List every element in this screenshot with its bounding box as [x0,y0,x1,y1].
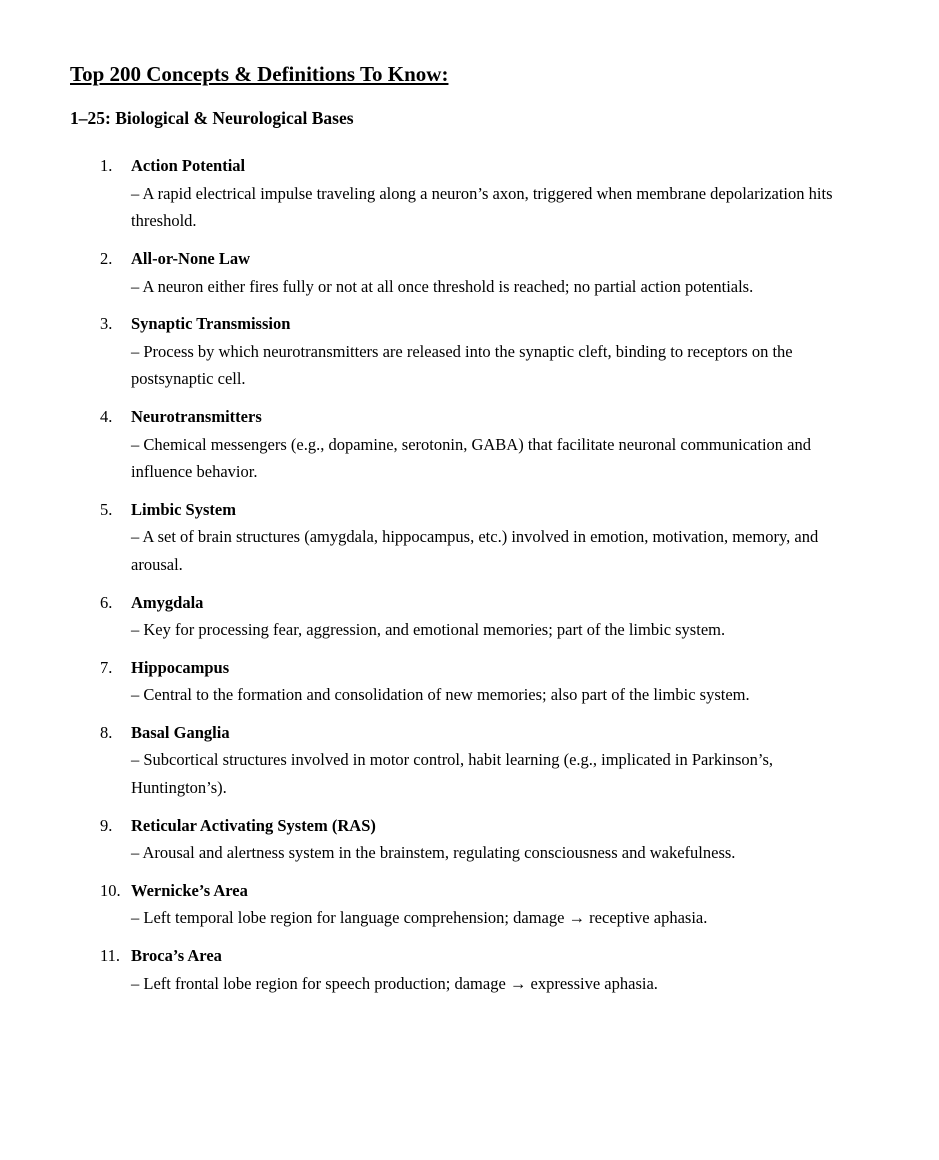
list-item [70,719,853,802]
list-item [70,152,853,235]
item-number: 10. [100,880,121,900]
item-number: 4. [100,406,113,426]
item-body [131,152,843,235]
item-number: 2. [100,248,113,268]
item-body [131,877,843,932]
list-item [70,589,853,644]
item-term: Basal Ganglia [131,722,230,742]
item-body [131,589,843,644]
list-item [70,942,853,997]
item-definition: – A set of brain structures (amygdala, hippocampus, etc.) involved in emotion, motivation, memory, and arousal. [131,527,819,574]
item-term: Amygdala [131,592,204,612]
item-definition: – A neuron either fires fully or not at all once threshold is reached; no partial action potentials. [131,276,754,296]
list-item [70,877,853,932]
item-body [131,654,843,709]
item-definition: – A rapid electrical impulse traveling along a neuron’s axon, triggered when membrane depolarization hits threshold. [131,183,833,231]
item-number: 5. [100,499,113,519]
item-number: 1. [100,156,113,176]
item-definition: – Subcortical structures involved in motor control, habit learning (e.g., implicated in Parkinson’s, Huntington’s). [131,750,773,798]
item-definition: – Process by which neurotransmitters are released into the synaptic cleft, binding to receptors on the postsynaptic cell. [131,341,793,389]
list-item [70,812,853,867]
item-body [131,812,843,867]
list-item [70,654,853,709]
item-body [131,310,843,393]
item-definition: – Key for processing fear, aggression, and emotional memories; part of the limbic system. [131,620,726,640]
item-number: 6. [100,592,113,612]
item-body [131,245,843,300]
item-term: Synaptic Transmission [131,314,291,334]
item-body [131,719,843,802]
item-number: 11. [100,946,121,966]
list-item [70,310,853,393]
item-term: Neurotransmitters [131,406,262,426]
item-body [131,403,843,486]
concepts-list [70,152,853,997]
list-item [70,403,853,486]
item-number: 7. [100,657,113,677]
list-item [70,245,853,300]
page-title: Top 200 Concepts & Definitions To Know: [70,62,449,86]
item-definition: – Left frontal lobe region for speech production; damage → expressive aphasia. [131,973,658,993]
item-term: Action Potential [131,156,246,176]
item-body [131,496,843,579]
item-definition: – Left temporal lobe region for language comprehension; damage → receptive aphasia. [131,908,708,928]
list-item [70,496,853,579]
item-term: Reticular Activating System (RAS) [131,815,376,835]
item-number: 3. [100,314,113,334]
item-term: Hippocampus [131,657,230,677]
item-number: 8. [100,722,113,742]
item-term: Broca’s Area [131,946,222,966]
item-definition: – Central to the formation and consolidation of new memories; also part of the limbic system. [131,685,750,705]
item-term: All-or-None Law [131,248,250,268]
item-definition: – Chemical messengers (e.g., dopamine, serotonin, GABA) that facilitate neuronal communication and influence behavior. [131,434,811,482]
item-term: Limbic System [131,499,236,519]
item-definition: – Arousal and alertness system in the brainstem, regulating consciousness and wakefulness. [131,843,736,863]
item-number: 9. [100,815,113,835]
item-term: Wernicke’s Area [131,880,248,900]
section-heading: 1–25: Biological & Neurological Bases [70,108,354,129]
item-body [131,942,843,997]
